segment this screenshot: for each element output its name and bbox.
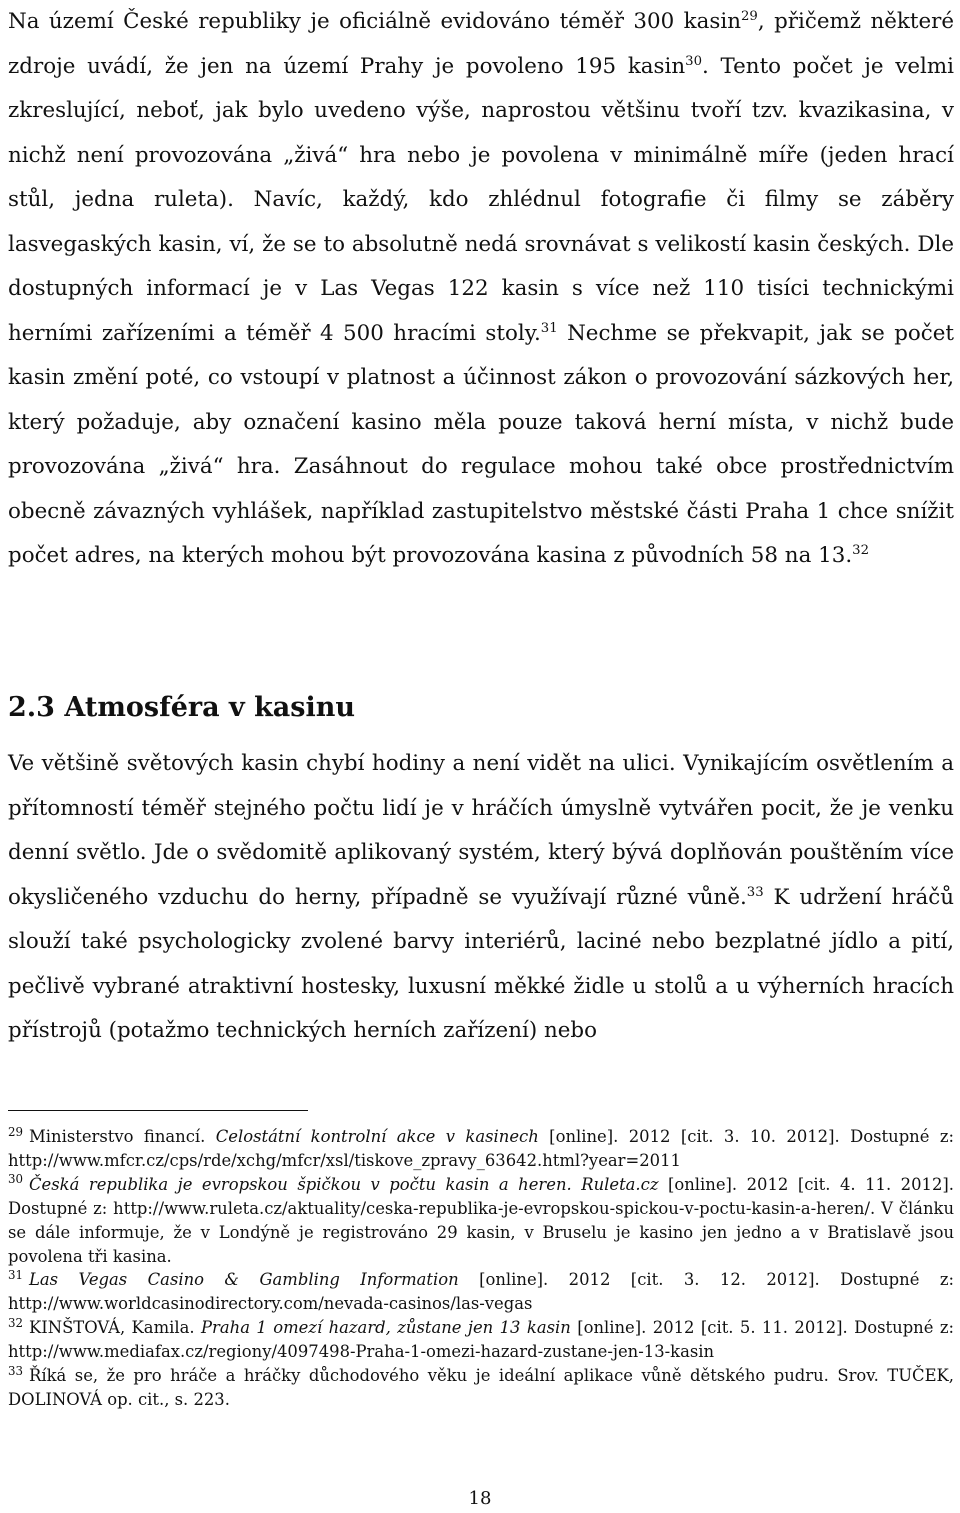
footnote-title: Las Vegas Casino & Gambling Information bbox=[29, 1270, 459, 1290]
footnote-ref-29[interactable]: 29 bbox=[741, 8, 758, 24]
footnote-ref-32[interactable]: 32 bbox=[852, 542, 870, 558]
footnote-separator bbox=[8, 1110, 308, 1111]
section-heading: 2.3 Atmosféra v kasinu bbox=[8, 692, 356, 723]
footnote-ref-31[interactable]: 31 bbox=[540, 320, 558, 336]
body-paragraph-1 bbox=[8, 0, 954, 579]
footnote-33 bbox=[8, 1364, 954, 1412]
body-paragraph-2 bbox=[8, 742, 954, 1054]
footnote-text: Ministerstvo financí. bbox=[29, 1127, 216, 1146]
footnote-31 bbox=[8, 1268, 954, 1316]
footnote-text: KINŠTOVÁ, Kamila. bbox=[29, 1318, 201, 1338]
footnote-ref-33[interactable]: 33 bbox=[746, 884, 764, 900]
paragraph-text: Nechme se překvapit, jak se počet kasin změní poté, co vstoupí v platnost a účinnost zákon o provozování sázkových her, který požaduje, aby označení kasino měla pouze taková herní místa, v nichž bude provozována „živá“ hra. Zasáhnout do regulace mohou také obce prostřednictvím obecně závazných vyhlášek, například zastupitelstvo městské části Praha 1 chce snížit počet adres, na kterých mohou být provozována kasina z původních 58 na 13. bbox=[8, 320, 954, 568]
paragraph-text: K udržení hráčů slouží také psychologicky zvolené barvy interiérů, laciné nebo bezplatné jídlo a pití, pečlivě vybrané atraktivní hostesky, luxusní měkké židle u stolů a u výherních hracích přístrojů (potažmo technických herních zařízení) nebo bbox=[8, 884, 954, 1043]
paragraph-text: , přičemž některé zdroje uvádí, že jen na území Prahy je povoleno 195 kasin bbox=[8, 9, 955, 79]
footnote-title: Celostátní kontrolní akce v kasinech bbox=[215, 1127, 539, 1146]
footnote-number: 31 bbox=[8, 1267, 24, 1282]
footnote-title: Česká republika je evropskou špičkou v počtu kasin a heren. Ruleta.cz bbox=[29, 1174, 659, 1194]
footnote-29 bbox=[8, 1125, 954, 1173]
page-number: 18 bbox=[468, 1488, 492, 1509]
footnote-text: [online]. 2012 [cit. 3. 10. 2012]. Dostupné z: http://www.mfcr.cz/cps/rde/xchg/mfcr/xsl/tiskove_zpravy_63642.html?year=2011 bbox=[8, 1127, 954, 1170]
footnotes bbox=[8, 1125, 954, 1412]
footnote-number: 29 bbox=[8, 1124, 24, 1139]
paragraph-text: . Tento počet je velmi zkreslující, neboť, jak bylo uvedeno výše, naprostou většinu tvoří tzv. kvazikasina, v nichž není provozována „živá“ hra nebo je povolena v minimálně míře (jeden hrací stůl, jedna ruleta). Navíc, každý, kdo zhlédnul fotografie či filmy se záběry lasvegaských kasin, ví, že se to absolutně nedá srovnávat s velikostí kasin českých. Dle dostupných informací je v Las Vegas 122 kasin s více než 110 tisíci technickými herními zařízeními a téměř 4 500 hracími stoly. bbox=[8, 53, 954, 346]
footnote-number: 32 bbox=[8, 1315, 24, 1330]
paragraph-text: Ve většině světových kasin chybí hodiny a není vidět na ulici. Vynikajícím osvětlením a přítomností téměř stejného počtu lidí je v hráčích úmyslně vytvářen pocit, že je venku denní světlo. Jde o svědomitě aplikovaný systém, který bývá doplňován pouštěním více okysličeného vzduchu do herny, případně se využívají různé vůně. bbox=[8, 751, 954, 910]
footnote-number: 30 bbox=[8, 1172, 24, 1187]
footnote-ref-30[interactable]: 30 bbox=[685, 53, 703, 69]
footnote-text: [online]. 2012 [cit. 5. 11. 2012]. Dostupné z: http://www.mediafax.cz/regiony/4097498-Praha-1-omezi-hazard-zustane-jen-13-kasin bbox=[8, 1318, 954, 1362]
paragraph-text: Na území České republiky je oficiálně evidováno téměř 300 kasin bbox=[8, 9, 741, 34]
footnote-30 bbox=[8, 1173, 954, 1269]
footnote-title: Praha 1 omezí hazard, zůstane jen 13 kasin bbox=[201, 1318, 571, 1338]
footnote-text: Říká se, že pro hráče a hráčky důchodového věku je ideální aplikace vůně dětského pudru. Srov. TUČEK, DOLINOVÁ op. cit., s. 223. bbox=[8, 1366, 954, 1409]
footnote-text: [online]. 2012 [cit. 3. 12. 2012]. Dostupné z: http://www.worldcasinodirectory.com/nevada-casinos/las-vegas bbox=[8, 1270, 954, 1314]
footnote-text: [online]. 2012 [cit. 4. 11. 2012]. Dostupné z: http://www.ruleta.cz/aktuality/ceska-republika-je-evropskou-spickou-v-poctu-kasin-a-heren/. V článku se dále informuje, že v Londýně je registrováno 29 kasin, v Bruselu je kasino jen jedno a v Bratislavě jsou povolena tři kasina. bbox=[8, 1174, 954, 1266]
footnote-32 bbox=[8, 1316, 954, 1364]
footnote-number: 33 bbox=[8, 1363, 24, 1378]
